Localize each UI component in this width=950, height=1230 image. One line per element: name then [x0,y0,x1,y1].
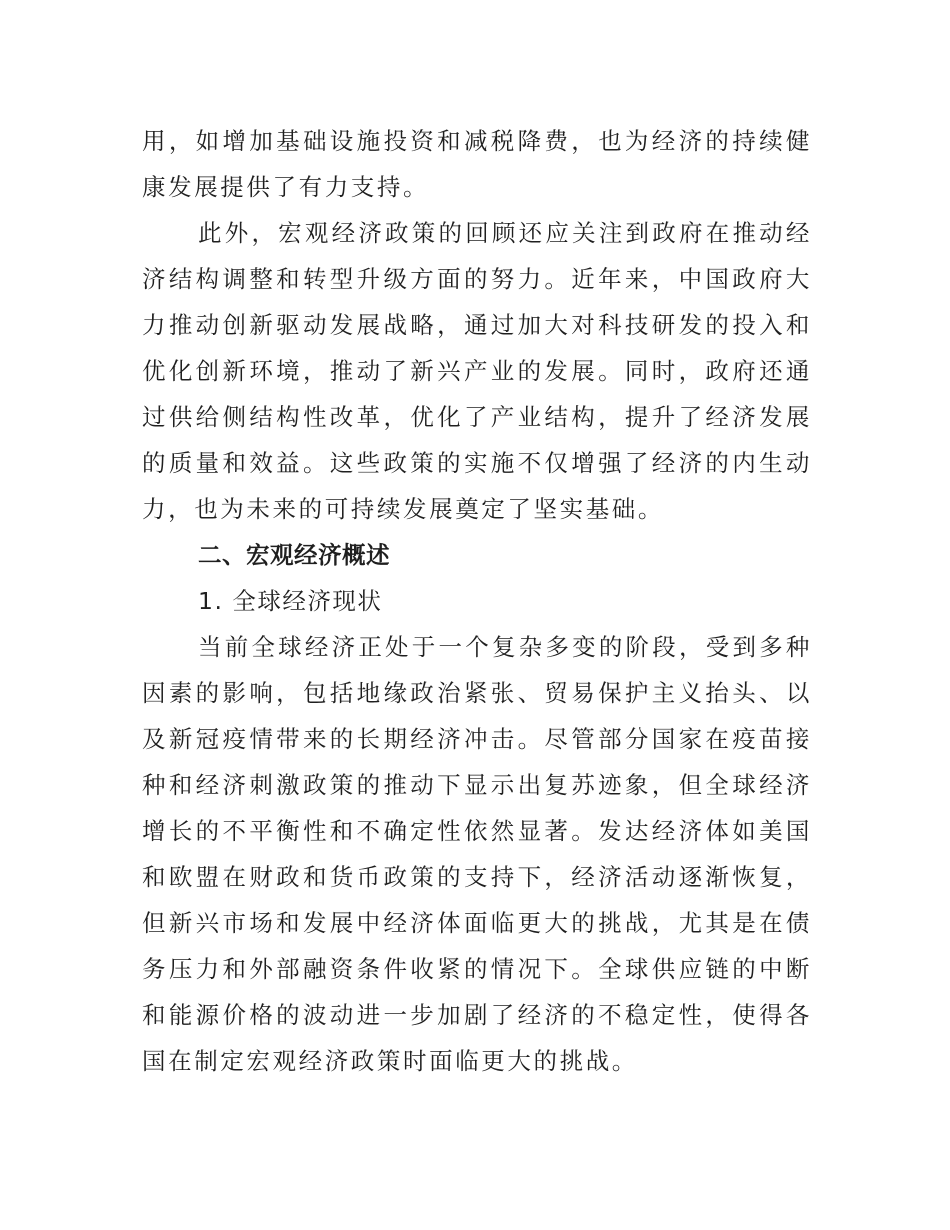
section-heading: 二、宏观经济概述 [198,541,390,569]
body-paragraph-global-economy: 当前全球经济正处于一个复杂多变的阶段，受到多种因素的影响，包括地缘政治紧张、贸易保护主义抬头、以及新冠疫情带来的长期经济冲击。尽管部分国家在疫苗接种和经济刺激政策的推动下显示出复苏迹象，但全球经济增长的不平衡性和不确定性依然显著。发达经济体如美国和欧盟在财政和货币政策的支持下，经济活动逐渐恢复，但新兴市场和发展中经济体面临更大的挑战，尤其是在债务压力和外部融资条件收紧的情况下。全球供应链的中断和能源价格的波动进一步加剧了经济的不稳定性，使得各国在制定宏观经济政策时面临更大的挑战。 [142,633,812,1075]
continuation-paragraph: 用，如增加基础设施投资和减税降费，也为经济的持续健康发展提供了有力支持。 [142,127,812,201]
subsection-heading: 1. 全球经济现状 [198,587,383,615]
document-body [142,118,812,1084]
body-paragraph-policy-review: 此外，宏观经济政策的回顾还应关注到政府在推动经济结构调整和转型升级方面的努力。近年来，中国政府大力推动创新驱动发展战略，通过加大对科技研发的投入和优化创新环境，推动了新兴产业的发展。同时，政府还通过供给侧结构性改革，优化了产业结构，提升了经济发展的质量和效益。这些政策的实施不仅增强了经济的内生动力，也为未来的可持续发展奠定了坚实基础。 [142,219,812,523]
